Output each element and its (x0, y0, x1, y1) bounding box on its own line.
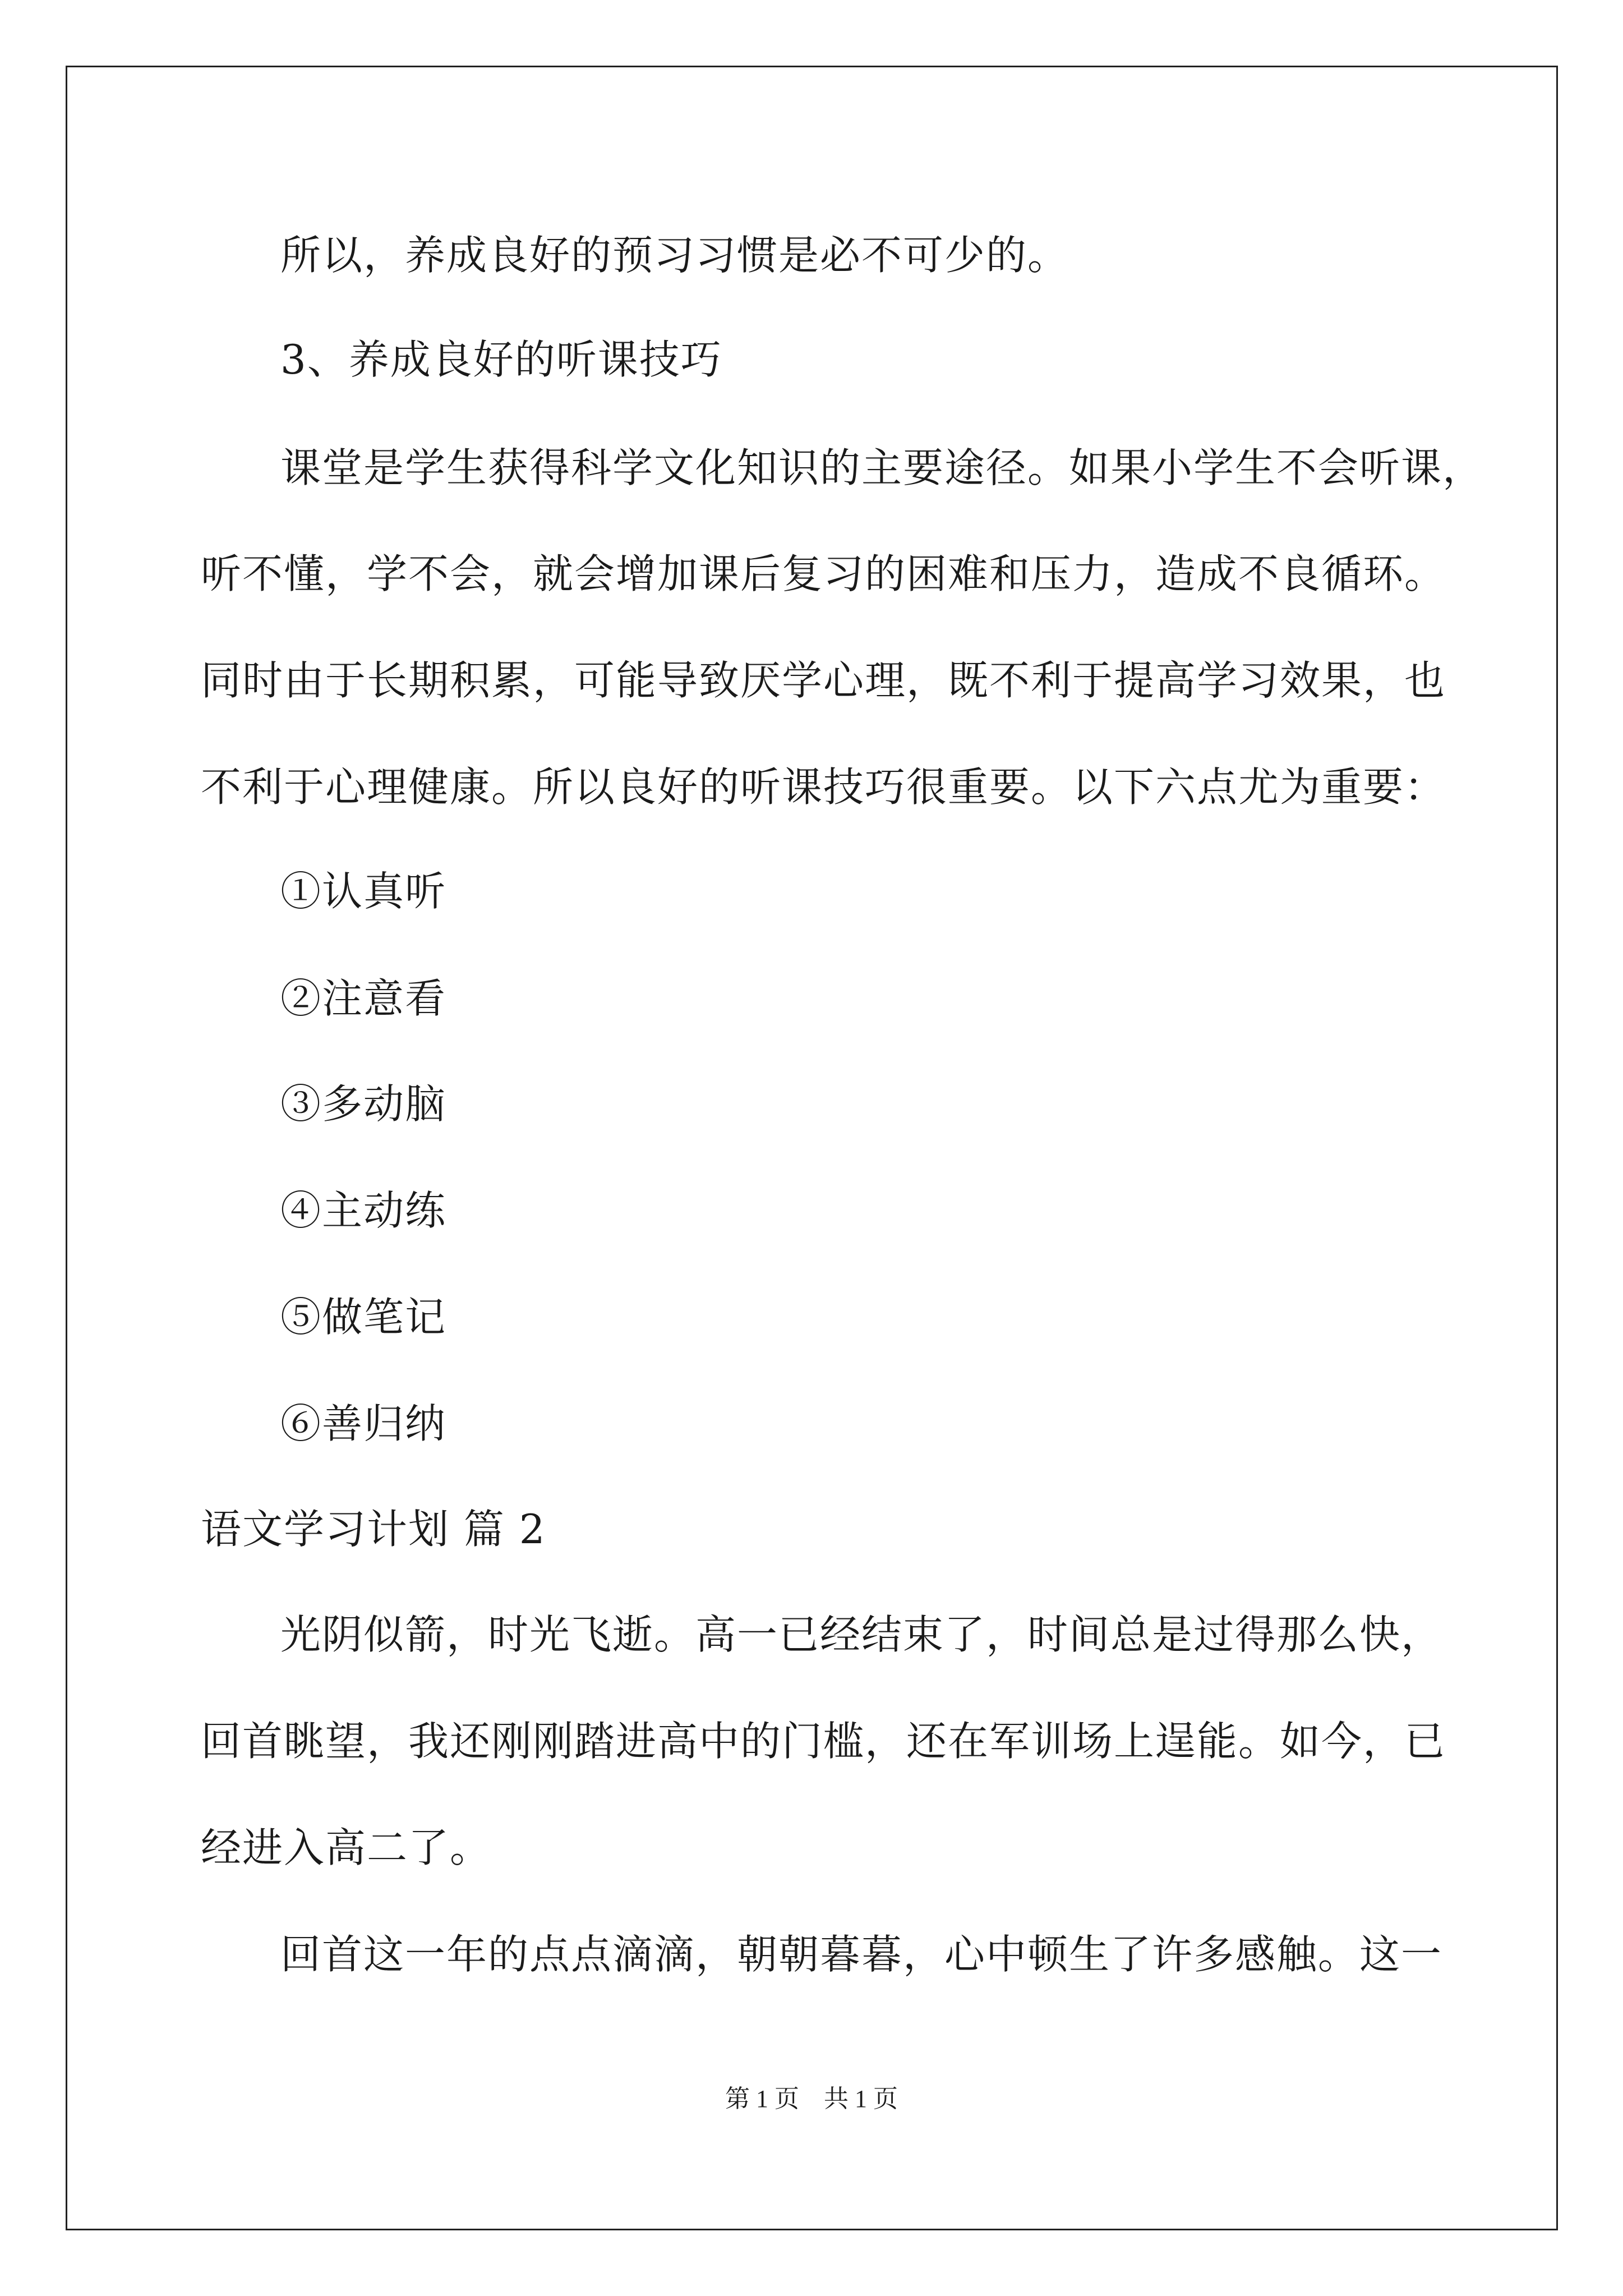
list-item: ③多动脑 (280, 1080, 447, 1128)
section-heading: 3、养成良好的听课技巧 (280, 336, 722, 383)
list-item: ⑤做笔记 (280, 1294, 447, 1341)
paragraph-line: 听不懂，学不会，就会增加课后复习的困难和压力，造成不良循环。 (201, 550, 1446, 597)
list-item: ④主动练 (280, 1187, 447, 1234)
section-title: 语文学习计划 篇 2 (201, 1506, 546, 1553)
paragraph-line: 经进入高二了。 (201, 1824, 492, 1871)
list-item: ①认真听 (280, 868, 447, 915)
paragraph-line: 光阴似箭，时光飞逝。高一已经结束了，时间总是过得那么快， (280, 1611, 1443, 1658)
paragraph-line: 回首眺望，我还刚刚踏进高中的门槛，还在军训场上逞能。如今，已 (201, 1718, 1446, 1765)
list-item: ②注意看 (280, 975, 447, 1022)
paragraph-line: 同时由于长期积累，可能导致厌学心理，既不利于提高学习效果，也 (201, 657, 1446, 704)
paragraph-line: 不利于心理健康。所以良好的听课技巧很重要。以下六点尤为重要： (201, 763, 1446, 811)
paragraph-line: 回首这一年的点点滴滴，朝朝暮暮，心中顿生了许多感触。这一 (280, 1931, 1443, 1978)
paragraph-line: 课堂是学生获得科学文化知识的主要途径。如果小学生不会听课， (280, 444, 1484, 491)
page-footer: 第 1 页 共 1 页 (725, 2085, 898, 2113)
page-border (66, 66, 1558, 2230)
list-item: ⑥善归纳 (280, 1400, 447, 1447)
paragraph-line: 所以，养成良好的预习习惯是必不可少的。 (280, 232, 1069, 279)
